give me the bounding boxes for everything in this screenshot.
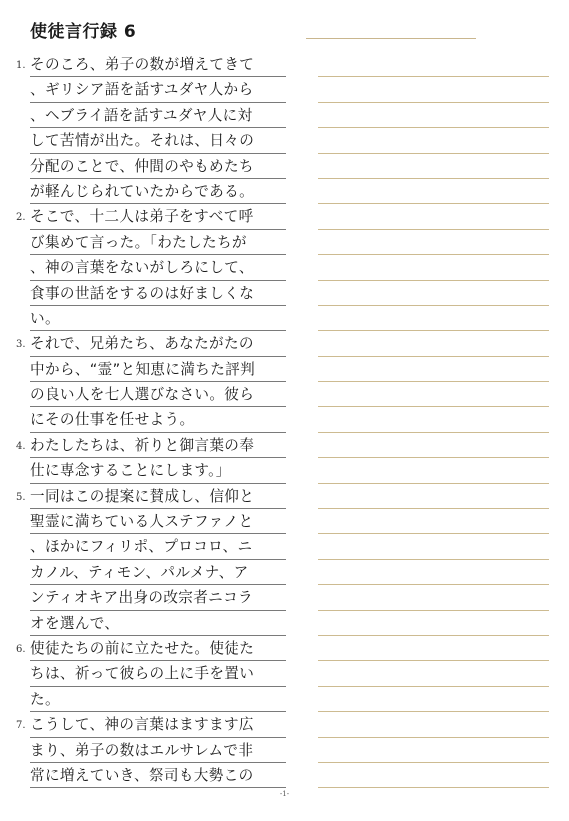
verse-text: そのころ、弟子の数が増えてきて: [30, 56, 255, 73]
text-line: [0, 407, 300, 432]
text-line: [0, 52, 300, 77]
verse-text: の良い人を七人選びなさい。彼ら: [30, 386, 255, 404]
verse-text: そこで、十二人は弟子をすべて呼: [30, 208, 254, 226]
text-line: [0, 230, 300, 255]
text-line: [0, 509, 300, 534]
verse-text: 分配のことで、仲間のやもめたち: [30, 157, 254, 175]
text-line: [0, 306, 300, 331]
text-line: [0, 712, 300, 737]
title-underline: [306, 38, 476, 39]
note-line: [318, 331, 549, 356]
text-line: [0, 103, 300, 128]
note-rule: [318, 787, 549, 788]
text-line: [0, 560, 300, 585]
note-line: [318, 281, 549, 306]
note-line: [318, 382, 549, 407]
verse-text: い。: [30, 309, 60, 327]
verse-text: して苦情が出た。それは、日々の: [30, 132, 255, 150]
note-line: [318, 179, 549, 204]
verse-number: 3.: [16, 339, 26, 351]
verse-text: 、ヘブライ語を話すユダヤ人に対: [30, 106, 253, 124]
note-line: [318, 611, 549, 636]
note-line: [318, 661, 549, 686]
note-line: [318, 433, 549, 458]
note-line: [318, 230, 549, 255]
note-line: [318, 534, 549, 559]
notes-column: [318, 52, 549, 788]
page-title: 使徒言行録 6: [30, 22, 137, 42]
text-line: [0, 687, 300, 712]
verse-text: た。: [30, 690, 60, 708]
verse-number: 5.: [16, 491, 26, 503]
note-line: [318, 52, 549, 77]
text-line: [0, 331, 300, 356]
verse-text: 、ほかにフィリポ、プロコロ、ニ: [30, 538, 253, 556]
note-line: [318, 77, 549, 102]
verse-text: まり、弟子の数はエルサレムで非: [30, 741, 254, 759]
note-line: [318, 585, 549, 610]
verse-text: わたしたちは、祈りと御言葉の奉: [30, 436, 255, 454]
text-line: [0, 661, 300, 686]
text-line: [0, 458, 300, 483]
verse-text: カノル、ティモン、パルメナ、ア: [30, 563, 249, 581]
note-line: [318, 204, 549, 229]
text-line: [0, 433, 300, 458]
note-line: [318, 738, 549, 763]
text-line: [0, 179, 300, 204]
verse-number: 6.: [16, 643, 26, 655]
text-line: [0, 77, 300, 102]
note-line: [318, 357, 549, 382]
note-line: [318, 509, 549, 534]
text-underline: [30, 787, 286, 788]
verse-text: ンティオキア出身の改宗者ニコラ: [30, 589, 253, 607]
verse-text: 、ギリシア語を話すユダヤ人から: [30, 81, 254, 99]
verse-text: こうして、神の言葉はますます広: [30, 716, 254, 734]
note-line: [318, 306, 549, 331]
verse-text: 聖霊に満ちている人ステファノと: [30, 513, 254, 531]
note-line: [318, 154, 549, 179]
note-line: [318, 255, 549, 280]
verse-number: 7.: [16, 720, 26, 732]
verse-text: 中から、“霊”と知恵に満ちた評判: [30, 360, 256, 378]
text-line: [0, 585, 300, 610]
text-line: [0, 738, 300, 763]
note-line: [318, 636, 549, 661]
text-line: [0, 484, 300, 509]
verse-text: それで、兄弟たち、あなたがたの: [30, 335, 254, 353]
verse-text: 仕に専念することにします。」: [30, 462, 231, 480]
verse-number: 2.: [16, 212, 26, 224]
page-number: -1-: [279, 790, 290, 798]
note-line: [318, 484, 549, 509]
text-line: [0, 128, 300, 153]
scripture-text-column: [0, 52, 300, 788]
text-line: [0, 204, 300, 229]
text-line: [0, 255, 300, 280]
verse-text: が軽んじられていたからである。: [30, 182, 255, 200]
note-line: [318, 712, 549, 737]
note-line: [318, 103, 549, 128]
verse-text: 、神の言葉をないがしろにして、: [30, 259, 254, 277]
text-line: [0, 763, 300, 788]
verse-number: 4.: [16, 440, 26, 452]
note-line: [318, 560, 549, 585]
text-line: [0, 357, 300, 382]
verse-text: 常に増えていき、祭司も大勢この: [30, 766, 254, 784]
verse-text: ちは、祈って彼らの上に手を置い: [30, 665, 255, 683]
text-line: [0, 611, 300, 636]
verse-text: 使徒たちの前に立たせた。使徒た: [30, 639, 255, 657]
verse-text: オを選んで、: [30, 614, 120, 632]
note-line: [318, 128, 549, 153]
note-line: [318, 763, 549, 788]
text-line: [0, 382, 300, 407]
text-line: [0, 534, 300, 559]
text-line: [0, 636, 300, 661]
note-line: [318, 458, 549, 483]
verse-text: 食事の世話をするのは好ましくな: [30, 284, 255, 302]
verse-text: にその仕事を任せよう。: [30, 411, 195, 429]
verse-number: 1.: [16, 60, 26, 71]
text-line: [0, 281, 300, 306]
note-line: [318, 407, 549, 432]
verse-text: 一同はこの提案に賛成し、信仰と: [30, 487, 255, 505]
text-line: [0, 154, 300, 179]
note-line: [318, 687, 549, 712]
verse-text: び集めて言った。「わたしたちが: [30, 233, 247, 251]
